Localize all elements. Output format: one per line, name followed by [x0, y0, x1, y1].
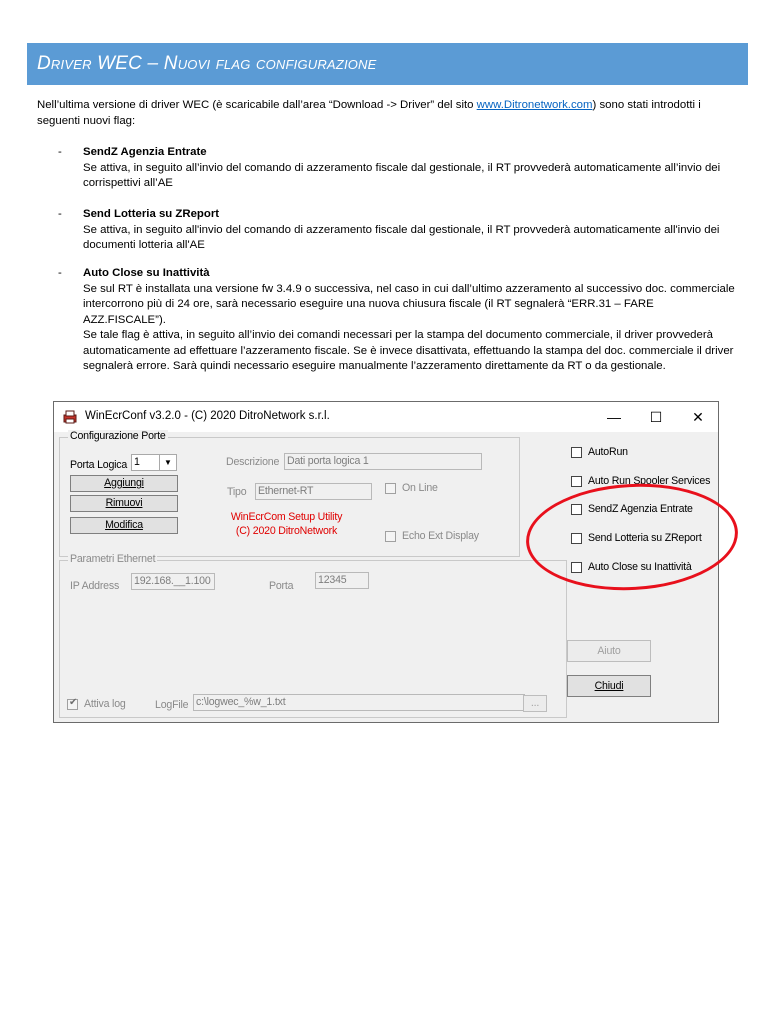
- attiva-log-checkbox[interactable]: [67, 698, 126, 710]
- echo-ext-display-checkbox[interactable]: [385, 530, 479, 542]
- echo-label: Echo Ext Display: [402, 530, 479, 542]
- dialog-titlebar: [54, 402, 718, 432]
- ip-address-field[interactable]: 192.168.__1.100: [131, 573, 215, 590]
- logfile-field[interactable]: c:\logwec_%w_1.txt: [193, 694, 525, 711]
- modifica-button[interactable]: Modifica: [70, 517, 178, 534]
- intro-text-2: ) sono stati introdotti i seguenti nuovi flag:: [37, 99, 701, 127]
- printer-icon: [63, 410, 77, 424]
- autorun-checkbox[interactable]: [571, 446, 628, 458]
- porta-field[interactable]: 12345: [315, 572, 369, 589]
- bullet: -: [58, 208, 62, 220]
- check-icon: ✔: [69, 696, 78, 708]
- ip-address-label: IP Address: [70, 580, 120, 592]
- item-description: Se attiva, in seguito all’invio del comando di azzeramento fiscale dal gestionale, il RT provvederà automaticamente all’invio dei corrispettivi all’AE: [83, 161, 721, 189]
- list-item: [37, 266, 737, 375]
- porta-logica-select[interactable]: [131, 454, 177, 471]
- checkbox-label: Auto Run Spooler Services: [588, 475, 711, 487]
- item-title: SendZ Agenzia Entrate: [83, 146, 207, 158]
- dialog-title: WinEcrConf v3.2.0 - (C) 2020 DitroNetwork s.r.l.: [85, 410, 330, 422]
- item-title: Auto Close su Inattività: [83, 267, 210, 279]
- ditronetwork-link[interactable]: www.Ditronetwork.com: [476, 99, 593, 111]
- intro-text-1: Nell’ultima versione di driver WEC (è scaricabile dall’area “Download -> Driver” del sito: [37, 99, 477, 111]
- section-header: [27, 43, 748, 85]
- logfile-label: LogFile: [155, 699, 189, 711]
- checkbox-label: AutoRun: [588, 446, 628, 458]
- maximize-button[interactable]: ☐: [649, 409, 663, 425]
- list-item: [37, 207, 737, 254]
- checkbox-box: [385, 483, 396, 494]
- credit-line-1: WinEcrCom Setup Utility: [230, 511, 343, 523]
- checkbox-box: [385, 531, 396, 542]
- browse-button[interactable]: ...: [523, 695, 547, 712]
- close-button[interactable]: ✕: [692, 409, 704, 425]
- intro-paragraph: [37, 98, 737, 129]
- porta-label: Porta: [269, 580, 294, 592]
- chiudi-button[interactable]: Chiudi: [567, 675, 651, 697]
- item-title: Send Lotteria su ZReport: [83, 208, 220, 220]
- attiva-log-label: Attiva log: [84, 698, 126, 710]
- tipo-field[interactable]: Ethernet-RT: [255, 483, 372, 500]
- checkbox-box: [67, 696, 78, 710]
- minimize-button[interactable]: —: [607, 409, 621, 425]
- item-description: Se attiva, in seguito all'invio del comando di azzeramento fiscale dal gestionale, il RT provvederà automaticamente all'invio dei documenti lotteria all'AE: [83, 223, 720, 251]
- tipo-label: Tipo: [227, 486, 247, 498]
- descrizione-label: Descrizione: [226, 456, 280, 468]
- checkbox-box: [571, 447, 582, 458]
- utility-credit: [224, 510, 349, 538]
- section-title: Driver WEC – Nuovi flag configurazione: [37, 53, 377, 74]
- group-label: Configurazione Porte: [70, 430, 166, 442]
- checkbox-label: Auto Close su Inattività: [588, 561, 692, 573]
- credit-line-2: (C) 2020 DitroNetwork: [235, 525, 338, 537]
- porta-logica-label: Porta Logica: [70, 459, 128, 471]
- rimuovi-button[interactable]: Rimuovi: [70, 495, 178, 512]
- aggiungi-button[interactable]: Aggiungi: [70, 475, 178, 492]
- item-description: Se sul RT è installata una versione fw 3.4.9 o successiva, nel caso in cui dall’ultimo azzeramento al successivo doc. commerciale intercorrono più di 24 ore, sarà necessario eseguire una nuova chiusura fiscale (il RT segnalerà “ERR.31 – FARE AZZ.FISCALE”).: [83, 282, 735, 326]
- checkbox-label: SendZ Agenzia Entrate: [588, 503, 693, 515]
- group-label: Parametri Ethernet: [70, 553, 156, 565]
- chevron-down-icon[interactable]: ▼: [159, 455, 176, 470]
- bullet: -: [58, 146, 62, 158]
- on-line-label: On Line: [402, 482, 438, 494]
- on-line-checkbox[interactable]: [385, 482, 438, 494]
- bullet: -: [58, 267, 62, 279]
- aiuto-button[interactable]: Aiuto: [567, 640, 651, 662]
- item-description-2: Se tale flag è attiva, in seguito all’invio dei comandi necessari per la stampa del documento commerciale, il driver provvederà automaticamente ad effettuare l’azzeramento fiscale. Se è invece disattivata, effettuando la stampa del doc. commerciale il driver segnalerà errore. Sarà quindi necessario eseguire manualmente l’azzeramento direttamente da RT o da gestionale.: [83, 329, 734, 372]
- list-item: [37, 145, 737, 192]
- descrizione-field[interactable]: Dati porta logica 1: [284, 453, 482, 470]
- checkbox-label: Send Lotteria su ZReport: [588, 532, 702, 544]
- checkbox-box: [571, 476, 582, 487]
- porta-logica-value: 1: [134, 456, 140, 468]
